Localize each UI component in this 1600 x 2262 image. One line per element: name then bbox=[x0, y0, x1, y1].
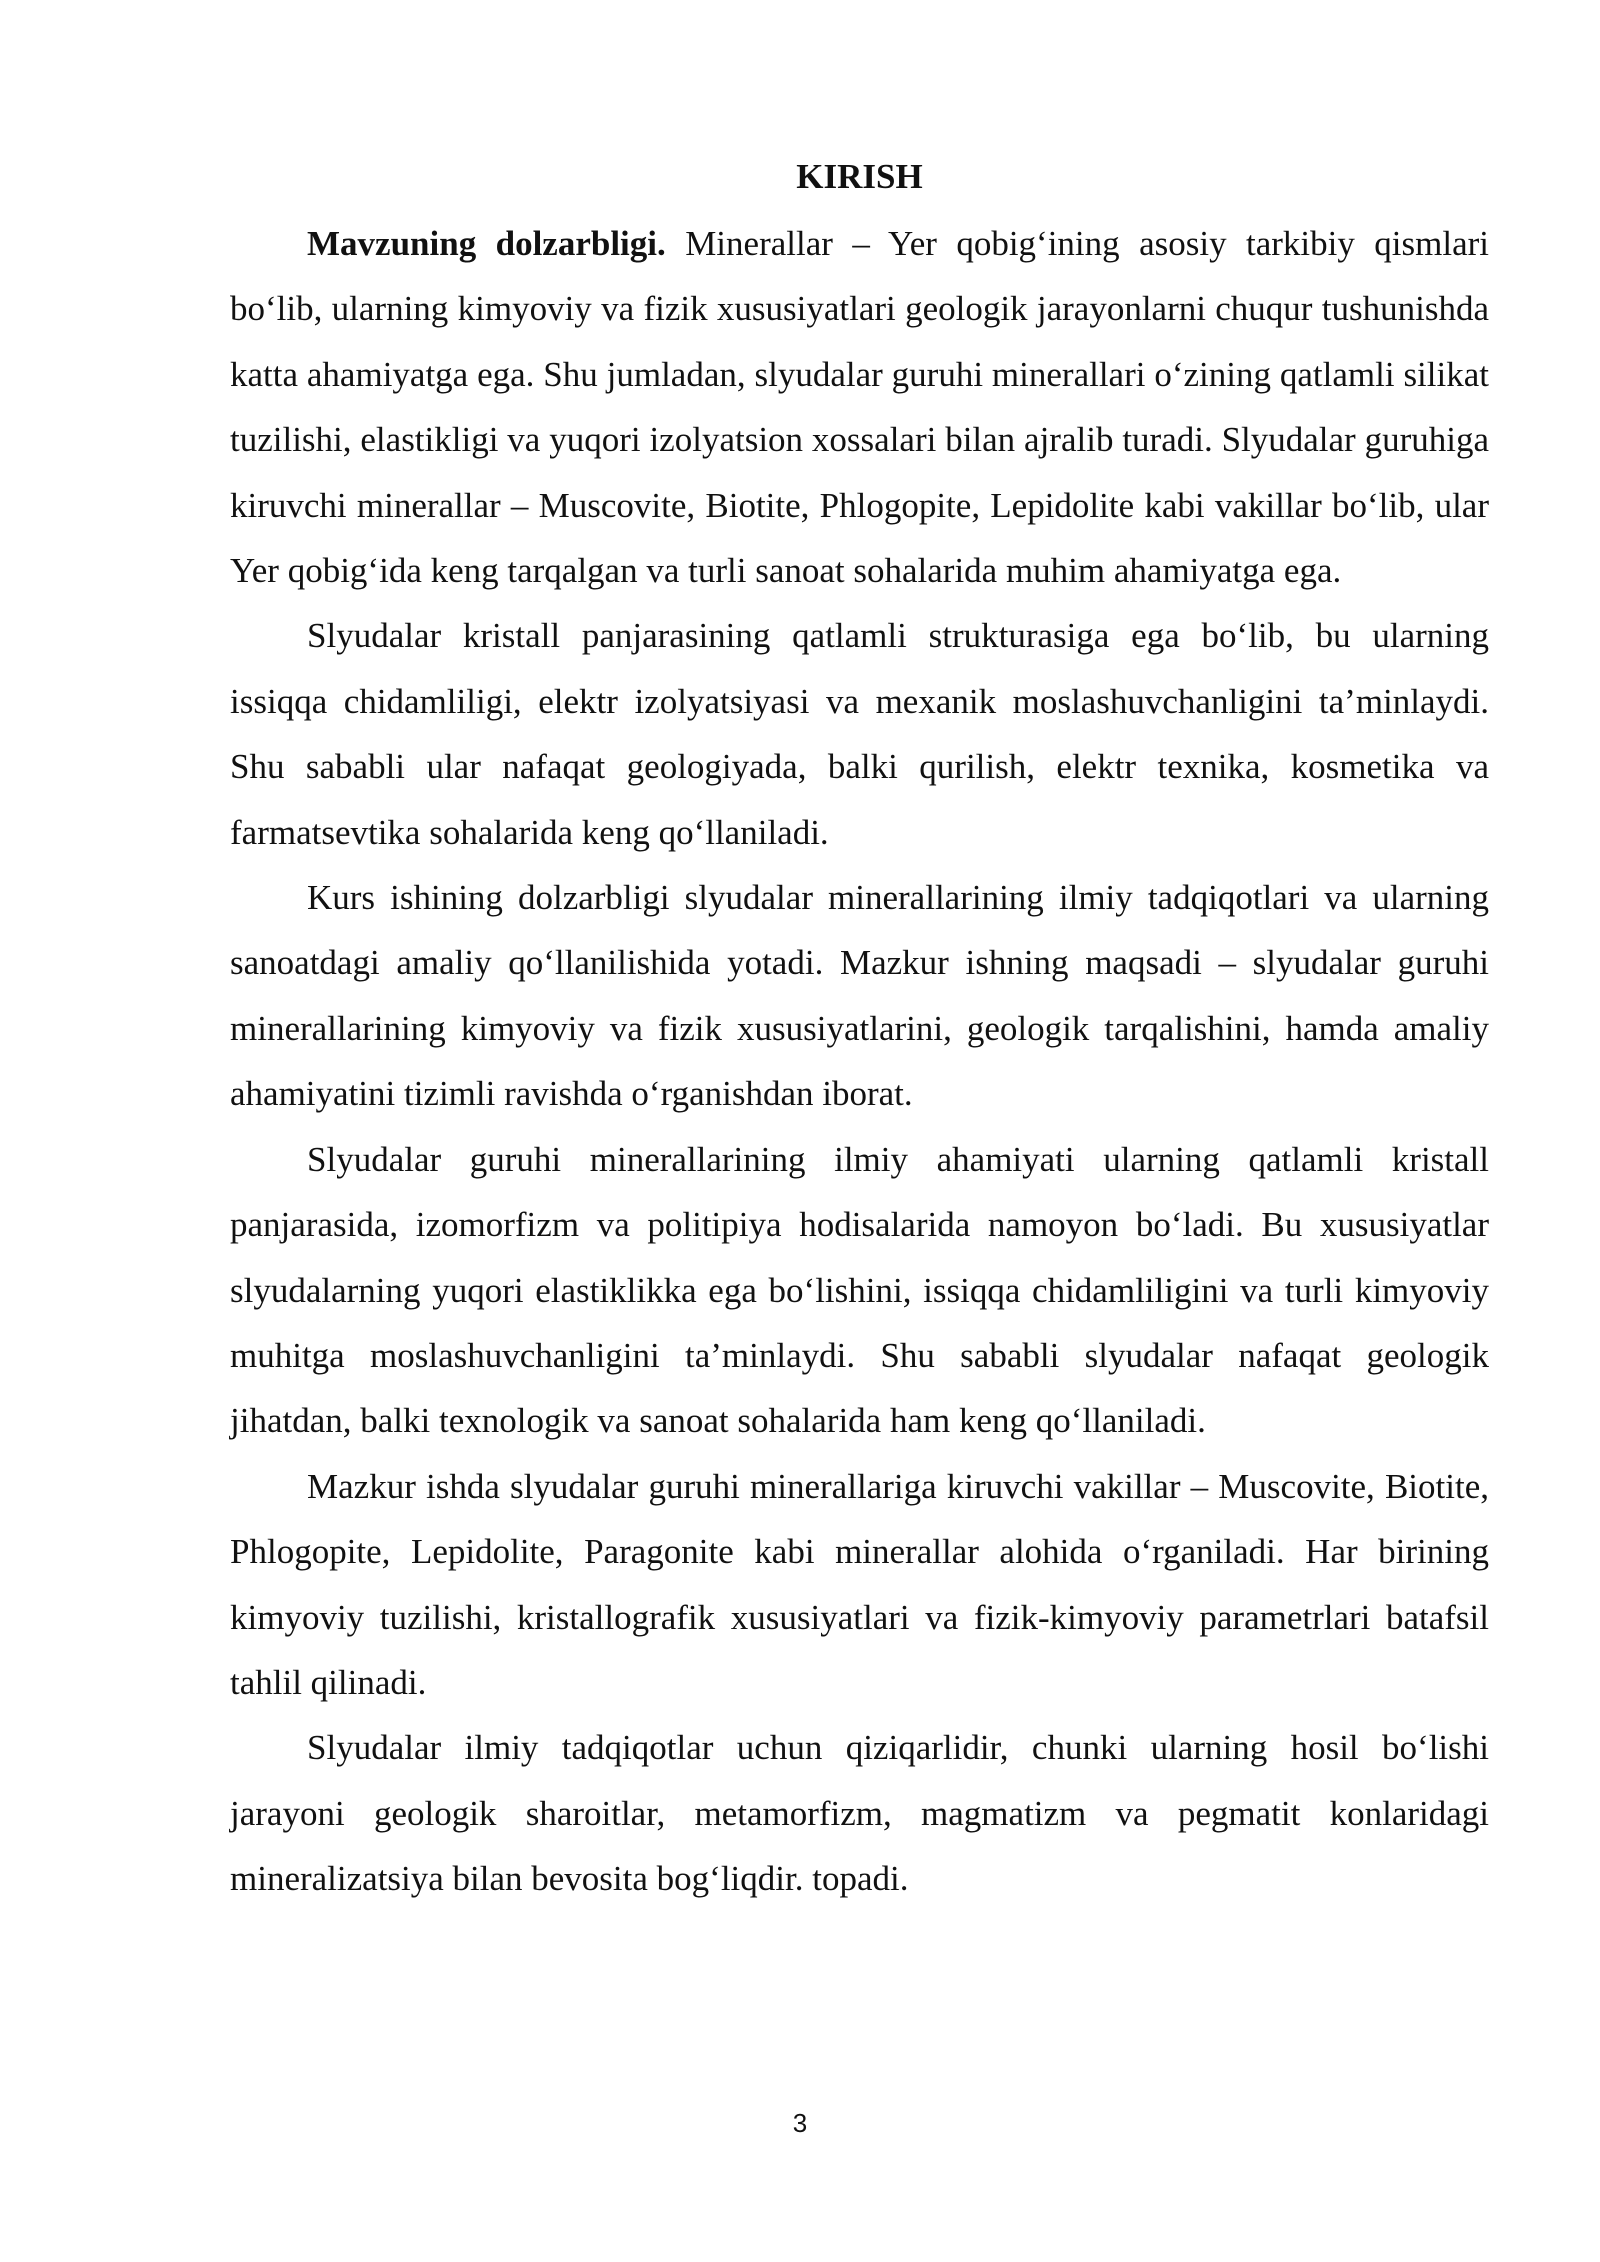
paragraph: Kurs ishining dolzarbligi slyudalar minerallarining ilmiy tadqiqotlari va ularning sanoatdagi amaliy qo‘llanilishida yotadi. Mazkur ishning maqsadi – slyudalar guruhi minerallarining kimyoviy va fizik xususiyatlarini, geologik tarqalishini, hamda amaliy ahamiyatini tizimli ravishda o‘rganishdan iborat. bbox=[230, 878, 1489, 1114]
paragraph: Slyudalar ilmiy tadqiqotlar uchun qiziqarlidir, chunki ularning hosil bo‘lishi jarayoni geologik sharoitlar, metamorfizm, magmatizm va pegmatit konlaridagi mineralizatsiya bilan bevosita bog‘liqdir. topadi. bbox=[230, 1728, 1489, 1899]
paragraph-relevance bbox=[230, 211, 1489, 603]
paragraph-text: Minerallar – Yer qobig‘ining asosiy tarkibiy qismlari bo‘lib, ularning kimyoviy va fizik xususiyatlari geologik jarayonlarni chuqur tushunishda katta ahamiyatga ega. Shu jumladan, slyudalar guruhi minerallari o‘zining qatlamli silikat tuzilishi, elastikligi va yuqori izolyatsion xossalari bilan ajralib turadi. Slyudalar guruhiga kiruvchi minerallar – Muscovite, Biotite, Phlogopite, Lepidolite kabi vakillar bo‘lib, ular Yer qobig‘ida keng tarqalgan va turli sanoat sohalarida muhim ahamiyatga ega. bbox=[230, 224, 1489, 591]
page-body bbox=[230, 146, 1489, 1912]
paragraph: Slyudalar guruhi minerallarining ilmiy ahamiyati ularning qatlamli kristall panjarasida, izomorfizm va politipiya hodisalarida namoyon bo‘ladi. Bu xususiyatlar slyudalarning yuqori elastiklikka ega bo‘lishini, issiqqa chidamliligini va turli kimyoviy muhitga moslashuvchanligini ta’minlaydi. Shu sababli slyudalar nafaqat geologik jihatdan, balki texnologik va sanoat sohalarida ham keng qo‘llaniladi. bbox=[230, 1139, 1489, 1441]
paragraph: Slyudalar kristall panjarasining qatlamli strukturasiga ega bo‘lib, bu ularning issiqqa chidamliligi, elektr izolyatsiyasi va mexanik moslashuvchanligini ta’minlaydi. Shu sababli ular nafaqat geologiyada, balki qurilish, elektr texnika, kosmetika va farmatsevtika sohalarida keng qo‘llaniladi. bbox=[230, 616, 1489, 852]
section-heading: KIRISH bbox=[796, 157, 923, 196]
paragraph-lead: Mavzuning dolzarbligi. bbox=[307, 224, 666, 263]
page-number: 3 bbox=[792, 2108, 808, 2138]
paragraph: Mazkur ishda slyudalar guruhi minerallariga kiruvchi vakillar – Muscovite, Biotite, Phlogopite, Lepidolite, Paragonite kabi minerallar alohida o‘rganiladi. Har birining kimyoviy tuzilishi, kristallografik xususiyatlari va fizik-kimyoviy parametrlari batafsil tahlil qilinadi. bbox=[230, 1466, 1489, 1702]
